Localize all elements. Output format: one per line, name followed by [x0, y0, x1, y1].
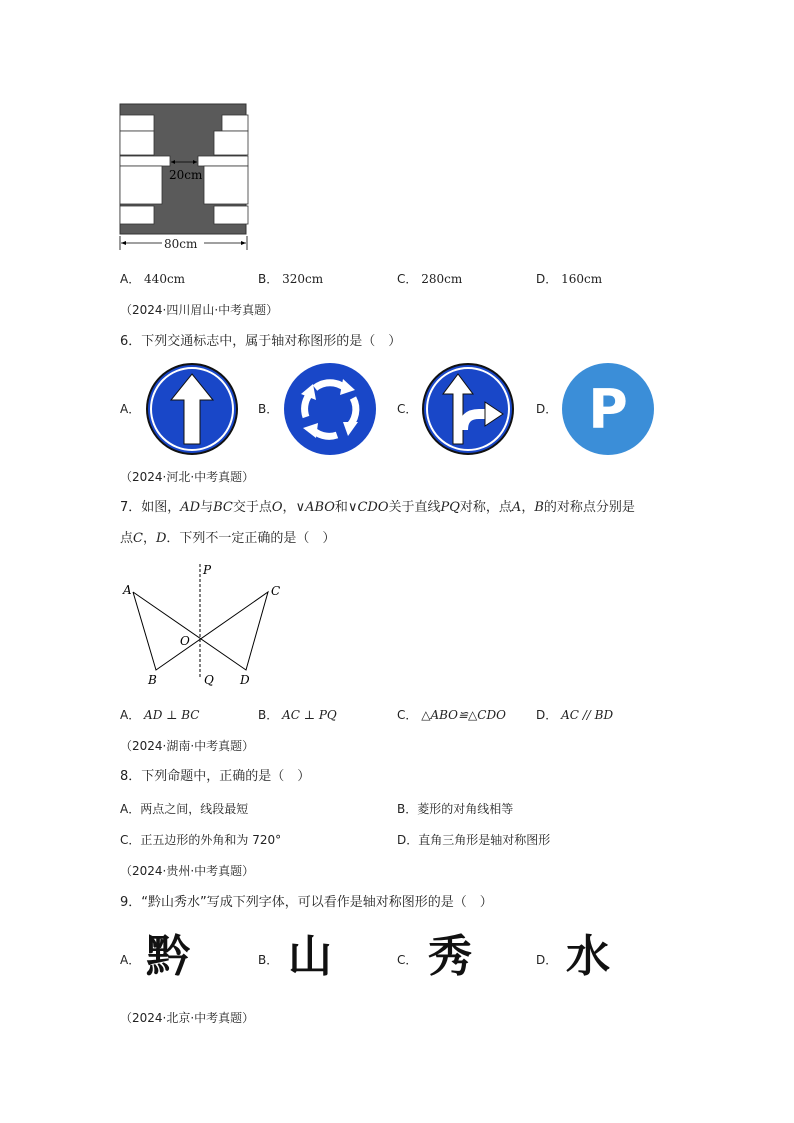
- q9-option-d-char[interactable]: 水: [566, 931, 610, 982]
- q9-option-c-label[interactable]: C．: [397, 953, 418, 967]
- straight-or-right-sign-icon[interactable]: [421, 362, 515, 456]
- q9-option-c-char[interactable]: 秀: [428, 931, 472, 982]
- q5-option-c[interactable]: C． 280cm: [397, 272, 463, 286]
- q9-option-a-char[interactable]: 黔: [146, 931, 190, 982]
- q7-stem-line1: 7．如图，AD与BC交于点O，∨ABO和∨CDO关于直线PQ对称，点A，B的对称点分别是: [120, 500, 635, 515]
- q7-source-text: （2024·河北·中考真题）: [120, 470, 255, 484]
- q6-source: （2024·四川眉山·中考真题）: [120, 303, 279, 317]
- q8-option-d[interactable]: D．直角三角形是轴对称图形: [397, 833, 551, 847]
- q5-option-d[interactable]: D． 160cm: [536, 272, 603, 286]
- svg-text:A: A: [123, 583, 132, 597]
- roundabout-sign-icon[interactable]: [283, 362, 377, 456]
- q7-option-c[interactable]: C． △ABO≌△CDO: [397, 708, 506, 722]
- q8-source: （2024·湖南·中考真题）: [120, 739, 255, 753]
- q9-option-b-label[interactable]: B．: [258, 953, 279, 967]
- q6-option-c-label[interactable]: C．: [397, 402, 418, 416]
- q7-option-d[interactable]: D． AC // BD: [536, 708, 614, 722]
- q9-option-d-label[interactable]: D．: [536, 953, 558, 967]
- svg-text:Q: Q: [204, 673, 214, 687]
- q8-option-b[interactable]: B．菱形的对角线相等: [397, 802, 514, 816]
- q6-stem: 6．下列交通标志中，属于轴对称图形的是（ ）: [120, 334, 402, 349]
- svg-text:P: P: [203, 563, 212, 577]
- q10-source: （2024·北京·中考真题）: [120, 1011, 255, 1025]
- q8-option-c[interactable]: C．正五边形的外角和为 720°: [120, 833, 282, 847]
- svg-text:O: O: [180, 634, 190, 648]
- parking-sign-icon[interactable]: [561, 362, 655, 456]
- q9-source: （2024·贵州·中考真题）: [120, 864, 255, 878]
- q6-option-a-label[interactable]: A．: [120, 402, 141, 416]
- q5-option-a[interactable]: A． 440cm: [120, 272, 186, 286]
- parking-letter: P: [588, 378, 628, 441]
- q8-stem: 8．下列命题中，正确的是（ ）: [120, 769, 311, 784]
- straight-arrow-sign-icon[interactable]: [145, 362, 239, 456]
- q7-stem-line2: 点C，D．下列不一定正确的是（ ）: [120, 531, 336, 546]
- q7-option-b[interactable]: B． AC ⊥ PQ: [258, 708, 337, 722]
- gap-label: 20cm: [169, 168, 203, 182]
- svg-text:B: B: [148, 673, 157, 687]
- q9-option-a-label[interactable]: A．: [120, 953, 141, 967]
- q9-stem: 9．“黔山秀水”写成下列字体，可以看作是轴对称图形的是（ ）: [120, 895, 493, 910]
- symmetry-figure: [118, 560, 298, 690]
- width-label: 80cm: [164, 237, 198, 251]
- q8-option-a[interactable]: A．两点之间，线段最短: [120, 802, 249, 816]
- svg-text:C: C: [271, 584, 281, 598]
- q6-option-d-label[interactable]: D．: [536, 402, 558, 416]
- svg-text:D: D: [240, 673, 250, 687]
- q9-option-b-char[interactable]: 山: [288, 931, 332, 982]
- q5-option-b[interactable]: B． 320cm: [258, 272, 324, 286]
- q6-option-b-label[interactable]: B．: [258, 402, 279, 416]
- q7-option-a[interactable]: A． AD ⊥ BC: [120, 708, 200, 722]
